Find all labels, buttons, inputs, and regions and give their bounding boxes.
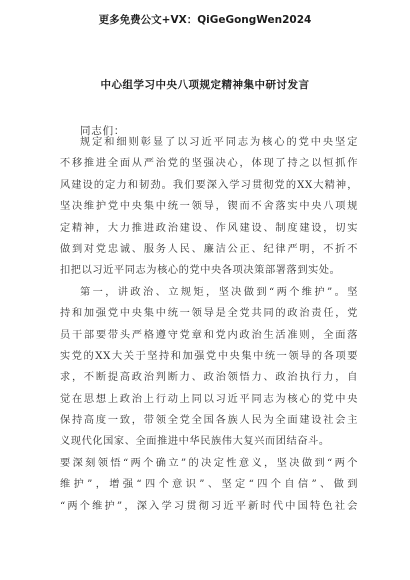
body-line: 义现代化国家、全面推进中华民族伟大复兴而团结奋斗。 — [60, 436, 330, 448]
body-line: 要深刻领悟“两个确立”的决定性意义，坚决做到“两个 — [60, 457, 358, 469]
body-line: 做到对党忠诚、服务人民、廉洁公正、纪律严明，不折不 — [60, 243, 358, 255]
body-line: 维护”，增强“四个意识”、坚定“四个自信”、做到 — [60, 479, 358, 491]
body-line: 坚决维护党中央集中统一领导，锲而不舍落实中央八项规 — [60, 201, 358, 213]
body-line: 扣把以习近平同志为核心的党中央各项决策部署落到实处。 — [60, 265, 341, 277]
body-line: 实党的XX大关于坚持和加强党中央集中统一领导的各项要 — [60, 350, 358, 362]
body-line: 定精神，大力推进政治建设、作风建设、制度建设，切实 — [60, 222, 358, 234]
document-body — [60, 132, 358, 517]
body-line: 求，不断提高政治判断力、政治领悟力、政治执行力，自 — [60, 372, 358, 384]
body-line: 第一，讲政治、立规矩，坚决做到“两个维护”。坚 — [80, 286, 358, 298]
body-line: 不移推进全面从严治党的坚强决心，体现了持之以恒抓作 — [60, 158, 358, 170]
body-line: 风建设的定力和韧劲。我们要深入学习贯彻党的XX大精神， — [60, 179, 358, 191]
body-line: 员干部要带头严格遵守党章和党内政治生活准则，全面落 — [60, 329, 358, 341]
body-line: 觉在思想上政治上行动上同以习近平同志为核心的党中央 — [60, 393, 358, 405]
salutation: 同志们： — [80, 125, 126, 137]
body-line: “两个维护”，深入学习贯彻习近平新时代中国特色社会 — [60, 500, 358, 512]
body-line: 规定和细则彰显了以习近平同志为核心的党中央坚定 — [80, 137, 358, 148]
body-line: 持和加强党中央集中统一领导是全党共同的政治责任，党 — [60, 308, 358, 320]
document-header: 更多免费公文+VX：QiGeGongWen2024 — [98, 14, 312, 26]
document-title: 中心组学习中央八项规定精神集中研讨发言 — [100, 79, 310, 91]
body-line: 保持高度一致，带领全党全国各族人民为全面建设社会主 — [60, 415, 358, 427]
